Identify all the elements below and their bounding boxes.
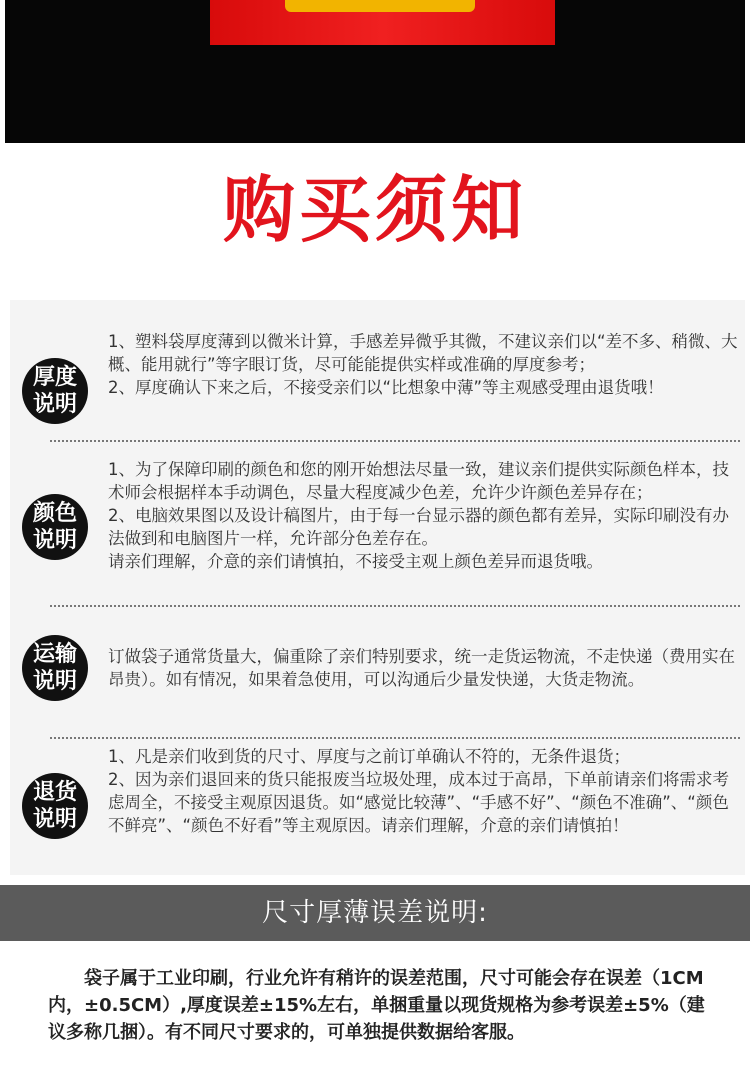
section-color	[10, 458, 745, 598]
paragraph: 2、厚度确认下来之后，不接受亲们以“比想象中薄”等主观感受理由退货哦！	[108, 378, 664, 397]
badge-returns: 退货说明	[22, 773, 88, 839]
section-returns	[10, 745, 745, 870]
product-photo-area	[0, 0, 750, 143]
paragraph: 订做袋子通常货量大，偏重除了亲们特别要求，统一走货运物流，不走快递（费用实在昂贵）。如有情况，如果着急使用，可以沟通后少量发快递，大货走物流。	[108, 647, 735, 689]
paragraph: 2、因为亲们退回来的货只能报废当垃圾处理，成本过于高昂，下单前请亲们将需求考虑周全，不接受主观原因退货。如“感觉比较薄”、“手感不好”、“颜色不准确”、“颜色不鲜亮”、“颜色不好看”等主观原因。请亲们理解，介意的亲们请慎拍！	[108, 770, 729, 835]
divider	[50, 605, 740, 607]
badge-shipping: 运输说明	[22, 635, 88, 701]
divider	[50, 440, 740, 442]
page-title: 购买须知	[222, 168, 527, 252]
section-color-text	[108, 458, 738, 573]
section-thickness-text	[108, 330, 738, 399]
paragraph: 1、塑料袋厚度薄到以微米计算，手感差异微乎其微，不建议亲们以“差不多、稍微、大概、能用就行”等字眼订货，尽可能能提供实样或准确的厚度参考；	[108, 332, 738, 374]
product-bag-label-strip	[285, 0, 475, 12]
notice-panel	[10, 300, 745, 875]
paragraph: 1、为了保障印刷的颜色和您的刚开始想法尽量一致，建议亲们提供实际颜色样本，技术师会根据样本手动调色，尽量大程度减少色差，允许少许颜色差异存在；	[108, 460, 729, 502]
badge-thickness: 厚度说明	[22, 358, 88, 424]
divider	[50, 737, 740, 739]
size-tolerance-banner: 尺寸厚薄误差说明:	[0, 885, 750, 941]
section-returns-text	[108, 745, 738, 837]
section-thickness	[10, 330, 745, 450]
paragraph: 请亲们理解，介意的亲们请慎拍，不接受主观上颜色差异而退货哦。	[108, 552, 603, 571]
size-tolerance-text: 袋子属于工业印刷，行业允许有稍许的误差范围，尺寸可能会存在误差（1CM内，±0.5CM）,厚度误差±15%左右，单捆重量以现货规格为参考误差±5%（建议多称几捆）。有不同尺寸要求的，可单独提供数据给客服。	[48, 968, 705, 1043]
paragraph: 1、凡是亲们收到货的尺寸、厚度与之前订单确认不符的，无条件退货；	[108, 747, 630, 766]
badge-color: 颜色说明	[22, 494, 88, 560]
section-shipping	[10, 635, 745, 725]
paragraph: 2、电脑效果图以及设计稿图片，由于每一台显示器的颜色都有差异，实际印刷没有办法做到和电脑图片一样，允许部分色差存在。	[108, 506, 729, 548]
section-shipping-text	[108, 645, 738, 691]
